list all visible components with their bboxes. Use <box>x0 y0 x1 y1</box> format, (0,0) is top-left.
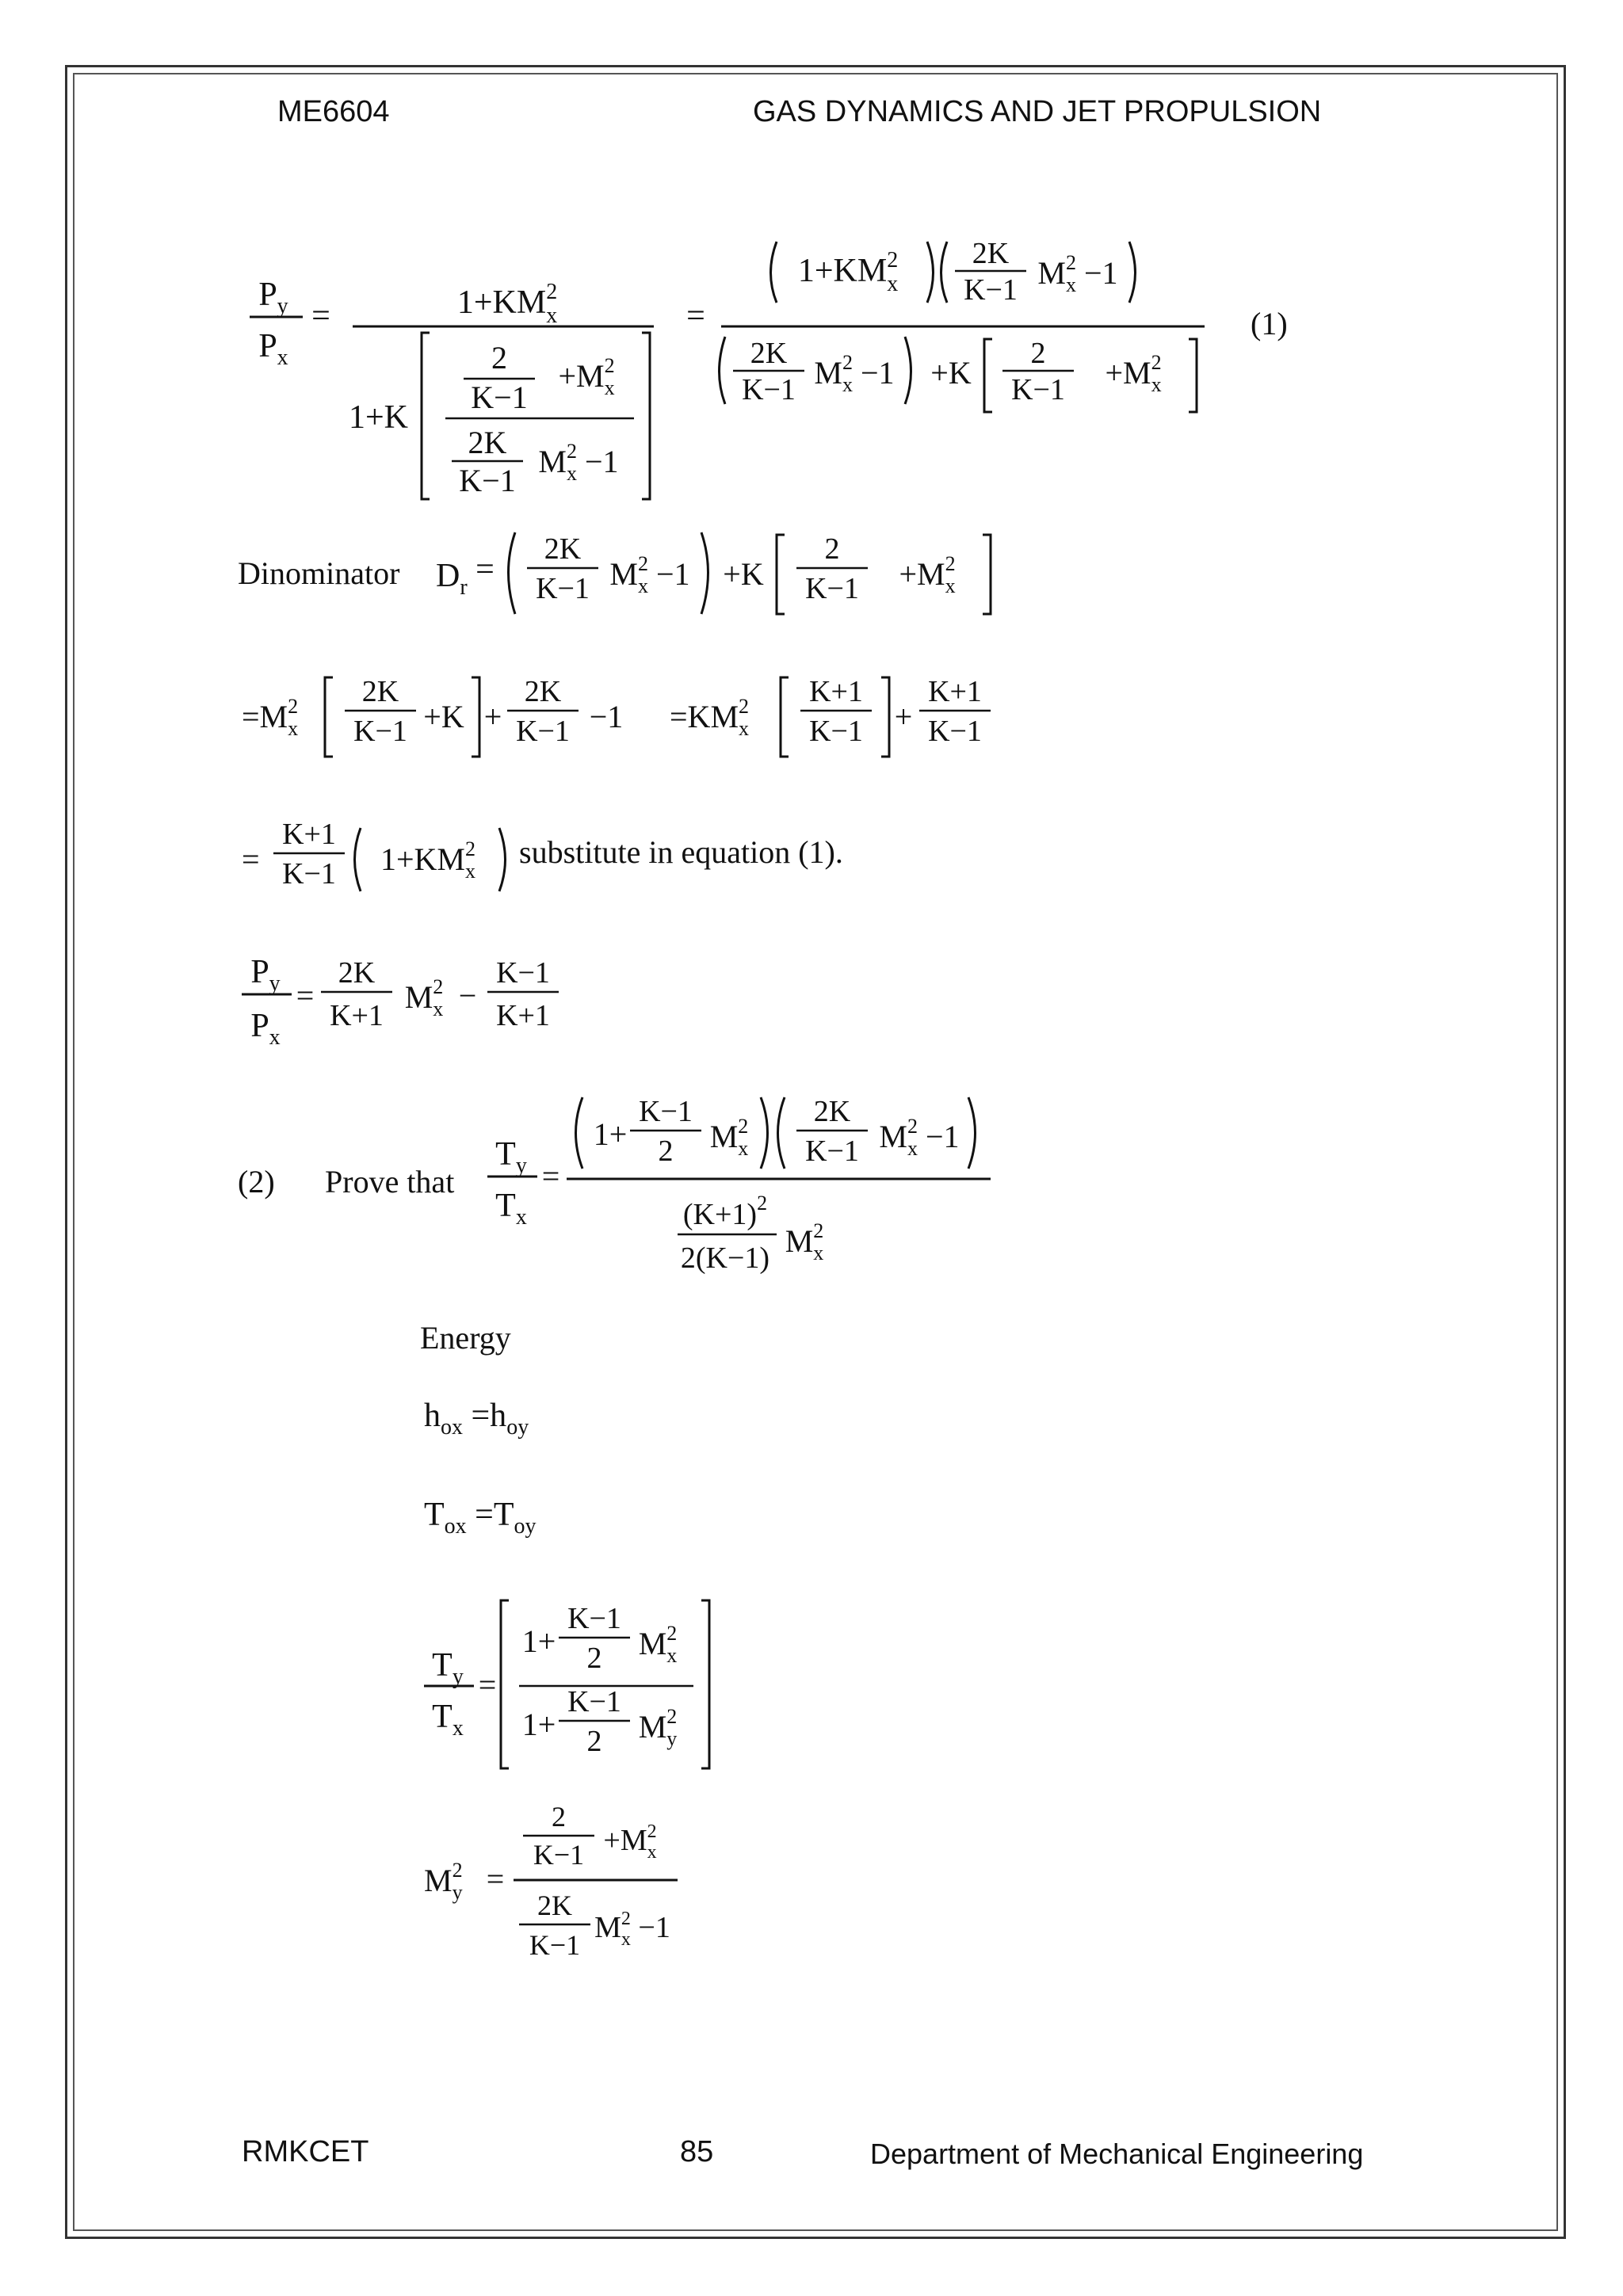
svg-text:Py: $P_y$ <box>250 954 281 996</box>
svg-text:2K: 2K <box>813 1095 851 1128</box>
svg-text:M2x: $M^2$ x <box>709 1115 749 1160</box>
svg-text:=: = <box>242 841 260 877</box>
svg-text:M2x: $M^2$ x <box>785 1219 824 1264</box>
svg-text:2: 2 <box>1030 337 1046 370</box>
svg-text:M2x −1: $M^2$ x −1 <box>1037 251 1118 296</box>
svg-text:K+1: K+1 <box>330 999 384 1032</box>
svg-text:K−1: K−1 <box>282 857 336 891</box>
svg-text:+K: +K <box>423 699 464 734</box>
svg-text:M2x −1: $M^2$ x −1 <box>609 552 690 597</box>
svg-text:+M2x: $+M^2$ x <box>1105 351 1162 396</box>
svg-text:+M2x: $+M^2$ x <box>558 354 615 399</box>
svg-text:=: = <box>311 298 330 334</box>
svg-text:=: = <box>296 978 315 1013</box>
svg-text:2: 2 <box>658 1135 674 1168</box>
svg-text:2: 2 <box>491 340 507 376</box>
svg-text:K+1: K+1 <box>282 818 336 851</box>
svg-text:2K: 2K <box>361 675 399 708</box>
denominator-label: Dinominator <box>238 555 400 591</box>
svg-text:2: 2 <box>552 1801 566 1833</box>
svg-text:K+1: K+1 <box>496 999 550 1032</box>
svg-text:Ty: $T_y$ <box>432 1647 464 1689</box>
svg-text:M2x −1: $M^2$ x −1 <box>594 1909 670 1950</box>
svg-text:Ty: $T_y$ <box>495 1136 527 1178</box>
svg-text:1+: 1+ <box>521 1707 556 1742</box>
svg-text:2: 2 <box>824 532 840 566</box>
svg-text:M2x: $M^2$ x <box>638 1622 678 1667</box>
svg-text:+: + <box>894 699 913 734</box>
svg-text:K−1: K−1 <box>459 463 516 498</box>
svg-text:Tx: $T_x$ <box>495 1188 527 1230</box>
svg-text:K−1: K−1 <box>805 572 859 605</box>
svg-text:=: = <box>478 1667 497 1703</box>
svg-text:1+KM2x: $1+KM^2$ x <box>456 280 558 328</box>
svg-text:Dr: $D_r$ <box>436 558 468 600</box>
footer-department: Department of Mechanical Engineering <box>870 2138 1364 2170</box>
svg-text:1+: 1+ <box>593 1116 628 1152</box>
svg-text:K−1: K−1 <box>928 715 982 748</box>
svg-text:2K: 2K <box>468 425 507 460</box>
svg-text:(K+1)2: $(K+1)^2$ <box>682 1192 768 1231</box>
equation-downstream-mach <box>420 1794 777 1969</box>
svg-text:+K: +K <box>930 355 972 391</box>
svg-text:2: 2 <box>586 1642 602 1675</box>
prove-text: Prove that <box>325 1164 455 1199</box>
svg-text:Tx: $T_x$ <box>432 1699 464 1741</box>
equation-pressure-ratio <box>238 214 1347 515</box>
svg-text:K−1: K−1 <box>742 373 796 406</box>
prove-number: (2) <box>238 1164 275 1199</box>
svg-text:M2x −1: $M^2$ x −1 <box>879 1115 960 1160</box>
svg-text:+M2x: $+M^2$ x <box>603 1821 657 1863</box>
equation-denominator <box>428 523 1062 626</box>
svg-text:M2x −1: $M^2$ x −1 <box>538 440 619 485</box>
svg-text:M2x: $M^2$ x <box>404 975 444 1020</box>
footer-institution: RMKCET <box>242 2135 369 2168</box>
svg-text:1+KM2x: $1+KM^2$ x <box>380 837 476 883</box>
svg-text:2K: 2K <box>338 956 376 990</box>
equation-pressure-ratio-result <box>238 943 634 1054</box>
svg-text:Px: $P_x$ <box>250 1008 281 1050</box>
svg-text:−1: −1 <box>589 699 624 734</box>
equation-denominator-expanded <box>238 666 1030 769</box>
equation-stagnation-temperature <box>420 1489 658 1545</box>
svg-text:K−1: K−1 <box>809 715 863 748</box>
svg-text:K−1: K−1 <box>805 1135 859 1168</box>
svg-text:+M2x: $+M^2$ x <box>899 552 956 597</box>
svg-text:K−1: K−1 <box>567 1602 621 1635</box>
svg-text:1+: 1+ <box>521 1623 556 1659</box>
svg-text:2K: 2K <box>750 337 788 370</box>
svg-text:K+1: K+1 <box>809 675 863 708</box>
svg-text:+: + <box>483 699 502 734</box>
svg-text:−: − <box>458 978 477 1013</box>
svg-text:2: 2 <box>586 1725 602 1758</box>
substitute-note: substitute in equation (1). <box>519 834 843 870</box>
svg-text:2K: 2K <box>972 237 1010 270</box>
energy-label: Energy <box>420 1320 511 1356</box>
page-number: 85 <box>680 2135 714 2168</box>
svg-text:K−1: K−1 <box>533 1839 585 1871</box>
equation-temperature-ratio-prove <box>483 1085 1038 1299</box>
course-title: GAS DYNAMICS AND JET PROPULSION <box>753 95 1322 128</box>
svg-text:K−1: K−1 <box>471 379 528 415</box>
svg-text:hox =hoy: $h_{ox} =h_{oy}$ <box>424 1398 529 1440</box>
svg-text:M2y: $M^2$ y <box>424 1859 463 1904</box>
svg-text:2K: 2K <box>544 532 582 566</box>
svg-text:Px: $P_x$ <box>258 328 288 370</box>
svg-text:1+K: 1+K <box>349 399 409 436</box>
equation-simplified <box>238 808 555 911</box>
svg-text:2(K−1): 2(K−1) <box>680 1241 770 1275</box>
svg-text:=: = <box>475 551 495 588</box>
equation-temperature-ratio <box>420 1592 777 1783</box>
svg-text:K−1: K−1 <box>536 572 590 605</box>
course-code: ME6604 <box>277 95 390 128</box>
svg-text:K−1: K−1 <box>639 1095 693 1128</box>
equation-number-1: (1) <box>1251 306 1288 341</box>
svg-text:Tox =Toy: $T_{ox} =T_{oy}$ <box>424 1497 537 1539</box>
svg-text:M2x −1: $M^2$ x −1 <box>814 351 895 396</box>
svg-text:K−1: K−1 <box>529 1929 581 1961</box>
svg-text:=: = <box>486 1861 505 1897</box>
svg-text:=M2x: $=M^2$ x <box>242 695 299 740</box>
svg-text:Py: $P_y$ <box>258 277 288 318</box>
svg-text:1+KM2x: $1+KM^2$ x <box>797 248 899 296</box>
svg-text:K−1: K−1 <box>1011 373 1065 406</box>
svg-text:K−1: K−1 <box>353 715 407 748</box>
svg-text:K−1: K−1 <box>496 956 550 990</box>
svg-text:K−1: K−1 <box>567 1685 621 1718</box>
svg-text:2K: 2K <box>524 675 562 708</box>
equation-enthalpy <box>420 1390 658 1446</box>
svg-text:K−1: K−1 <box>516 715 570 748</box>
svg-text:K+1: K+1 <box>928 675 982 708</box>
svg-text:=KM2x: $=KM^2$ x <box>670 695 750 740</box>
svg-text:+K: +K <box>723 556 764 592</box>
svg-text:=: = <box>686 298 705 334</box>
svg-text:K−1: K−1 <box>964 273 1018 307</box>
svg-text:M2y: $M^2$ y <box>638 1705 678 1750</box>
svg-text:2K: 2K <box>537 1890 572 1921</box>
svg-text:=: = <box>541 1158 560 1194</box>
